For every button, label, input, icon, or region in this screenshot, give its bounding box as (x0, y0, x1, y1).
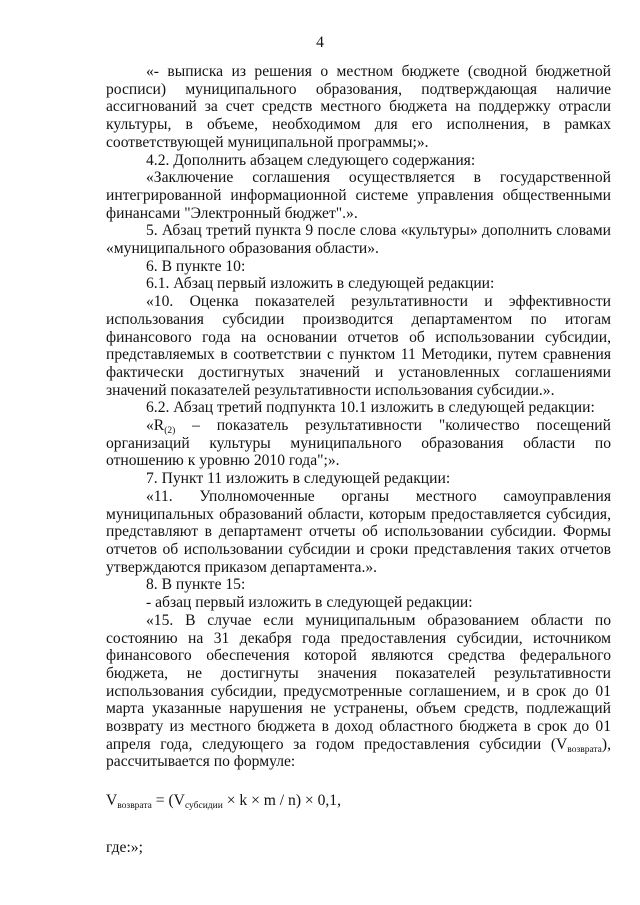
paragraph-where: где:»; (106, 838, 143, 856)
paragraph-first-abzac: - абзац первый изложить в следующей редакции: (146, 594, 473, 612)
paragraph-r2-indicator (106, 417, 611, 470)
paragraph-electronic-budget: «Заключение соглашения осуществляется в государственной интегрированной информационной системе управления общественными финансами "Электронный бюджет".». (106, 169, 611, 222)
page-number: 4 (316, 34, 324, 51)
paragraph-8: 8. В пункте 15: (146, 576, 246, 594)
formula-v: V (106, 792, 118, 810)
p15-text: «15. В случае если муниципальным образованием области по состоянию на 31 декабря года предоставления субсидии, источником финансового обеспечения которой являются средства федерального бюджета, не достигнуты значения показателей результативности использования субсидии, предусмотренные соглашением, и в срок до 01 марта указанные нарушения не устранены, объем средств, подлежащий возврату из местного бюджета в доход областного бюджета в срок до 01 апреля года, следующего за годом предоставления субсидии (V (106, 611, 611, 753)
r2-rest: – показатель результативности "количество посещений организаций культуры муниципального образования области по отношению к уровню 2010 года";». (106, 417, 611, 470)
paragraph-4-2: 4.2. Дополнить абзацем следующего содержания: (146, 151, 476, 169)
r2-open: «R (146, 417, 165, 435)
paragraph-10-evaluation: «10. Оценка показателей результативности и эффективности использования субсидии производится департаментом по итогам финансового года на основании отчетов об использовании субсидии, представляемых в соответствии с пунктом 11 Методики, путем сравнения фактически достигнутых значений и установленных соглашениями значений показателей результативности использования субсидии.». (106, 293, 611, 399)
p15-end: ), рассчитывается по формуле: (106, 735, 611, 771)
paragraph-11-reports: «11. Уполномоченные органы местного самоуправления муниципальных образований области, которым предоставляется субсидия, представляют в департамент отчеты об использовании субсидии. Формы отчетов об использовании субсидии и сроки представления таких отчетов утверждаются приказом департамента.». (106, 487, 611, 576)
formula-rest: × k × m / n) × 0,1, (222, 792, 342, 810)
return-formula (106, 792, 611, 810)
formula-v-subscript: возврата (117, 801, 152, 812)
paragraph-5: 5. Абзац третий пункта 9 после слова «культуры» дополнить словами «муниципального образования области». (106, 222, 611, 258)
paragraph-7: 7. Пункт 11 изложить в следующей редакции: (146, 470, 451, 488)
r2-subscript: (2) (164, 426, 176, 437)
formula-subsidy-subscript: субсидии (184, 801, 223, 812)
p15-subscript: возврата (567, 744, 602, 755)
document-body (106, 63, 611, 857)
paragraph-budget-extract: «- выписка из решения о местном бюджете (сводной бюджетной росписи) муниципального образования, подтверждающая наличие ассигнований за счет средств местного бюджета на поддержку отрасли культуры, в объеме, необходимом для его исполнения, в рамках соответствующей муниципальной программы;». (106, 63, 611, 151)
formula-mid: = (V (151, 792, 185, 810)
paragraph-6-1: 6.1. Абзац первый изложить в следующей редакции: (146, 275, 495, 293)
paragraph-6: 6. В пункте 10: (146, 257, 246, 275)
paragraph-15-return (106, 612, 611, 771)
paragraph-6-2: 6.2. Абзац третий подпункта 10.1 изложить в следующей редакции: (146, 399, 595, 417)
